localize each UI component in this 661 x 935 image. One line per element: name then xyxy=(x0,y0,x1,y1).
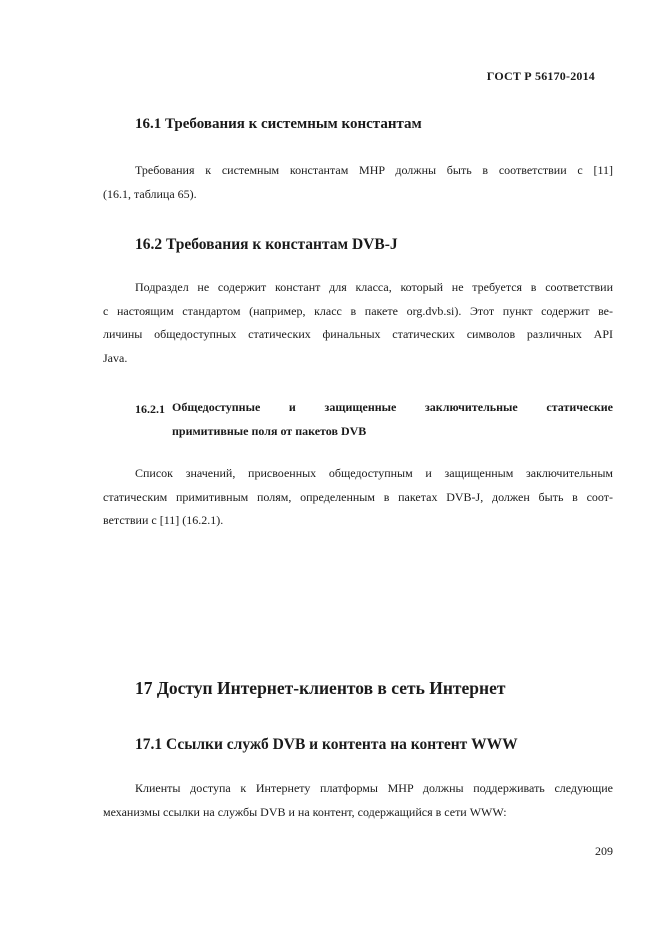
heading-line: Общедоступные и защищенные заключительные статические xyxy=(172,400,613,414)
section-16-2-1-heading xyxy=(172,396,613,443)
paragraph-line: Список значений, присвоенных общедоступным и защищенным заключительным xyxy=(135,466,613,480)
section-16-2-1-paragraph xyxy=(103,462,613,533)
paragraph-line: с настоящим стандартом (например, класс в пакете org.dvb.si). Этот пункт содержит ве- xyxy=(103,303,613,318)
paragraph-line: личины общедоступных статических финальных статических символов различных API xyxy=(103,327,613,341)
paragraph-line: (16.1, таблица 65). xyxy=(103,186,197,201)
paragraph-line: ветствии с [11] (16.2.1). xyxy=(103,513,224,527)
document-code-header: ГОСТ Р 56170-2014 xyxy=(486,69,595,83)
page-number: 209 xyxy=(595,844,613,858)
heading-line: примитивные поля от пакетов DVB xyxy=(172,423,367,438)
section-17-1-heading: 17.1 Ссылки служб DVB и контента на контент WWW xyxy=(135,736,518,753)
section-16-2-heading: 16.2 Требования к константам DVB-J xyxy=(135,236,398,253)
section-16-2-1-number: 16.2.1 xyxy=(135,402,165,416)
section-17-1-paragraph xyxy=(103,777,613,824)
paragraph-line: статическим примитивным полям, определенным в пакетах DVB-J, должен быть в соот- xyxy=(103,489,613,504)
paragraph-line: Клиенты доступа к Интернету платформы MHP должны поддерживать следующие xyxy=(135,781,613,795)
paragraph-line: Требования к системным константам MHP должны быть в соответствии с [11] xyxy=(135,163,613,177)
paragraph-line: механизмы ссылки на службы DVB и на контент, содержащийся в сети WWW: xyxy=(103,804,507,819)
paragraph-line: Java. xyxy=(103,350,128,365)
paragraph-line: Подраздел не содержит констант для класса, который не требуется в соответствии xyxy=(135,280,613,294)
section-16-2-paragraph xyxy=(103,276,613,370)
section-16-1-paragraph xyxy=(103,159,613,206)
section-16-1-heading: 16.1 Требования к системным константам xyxy=(135,116,422,132)
section-17-heading: 17 Доступ Интернет-клиентов в сеть Интернет xyxy=(135,678,506,698)
